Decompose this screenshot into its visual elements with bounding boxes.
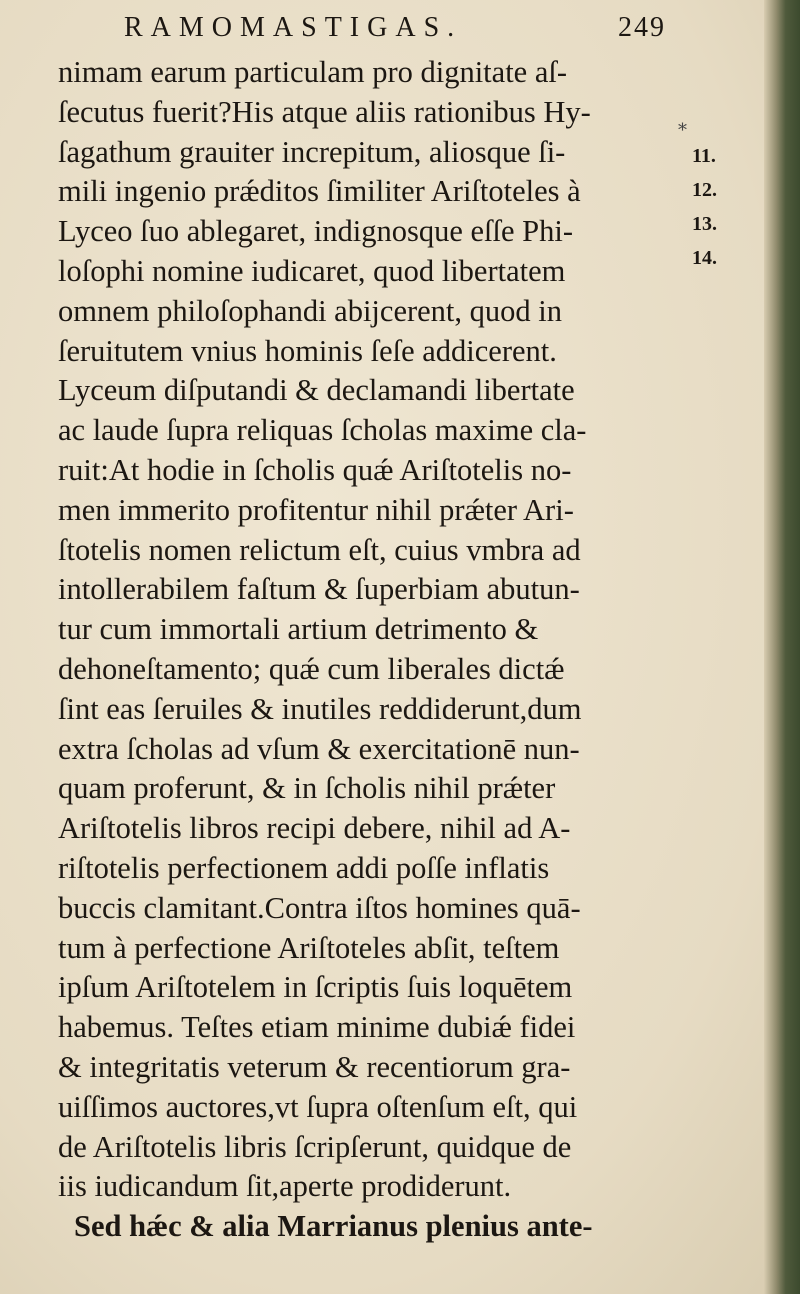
text-line: ſtotelis nomen relictum eſt, cuius vmbra ad <box>58 532 581 567</box>
text-line: nimam earum particulam pro dignitate aſ- <box>58 55 567 89</box>
text-line: ruit:At hodie in ſcholis quǽ Ariſtotelis no- <box>58 452 572 487</box>
text-line: de Ariſtotelis libris ſcripſerunt, quidque de <box>58 1129 572 1164</box>
text-line: ſagathum grauiter increpitum, aliosque ſi- <box>58 134 566 169</box>
text-line: intollerabilem faſtum & ſuperbiam abutun- <box>58 572 580 607</box>
text-line: Sed hǽc & alia Marrianus plenius ante- <box>74 1209 593 1244</box>
page-number: 249 <box>618 12 666 43</box>
page-edge <box>764 0 800 1294</box>
text-line: Ariſtotelis libros recipi debere, nihil ad A- <box>58 811 571 846</box>
margin-notes <box>692 145 752 281</box>
text-line: dehoneſtamento; quǽ cum liberales dictǽ <box>58 651 565 686</box>
margin-number: 11. <box>692 145 716 167</box>
text-line: extra ſcholas ad vſum & exercitationē nun- <box>58 731 580 766</box>
text-line: Lyceum diſputandi & declamandi libertate <box>58 373 575 408</box>
text-line: ſecutus fuerit?His atque aliis rationibus Hy- <box>58 94 591 129</box>
text-line: ſeruitutem vnius hominis ſeſe addicerent. <box>58 333 557 368</box>
text-line: men immerito profitentur nihil prǽter Ari- <box>58 492 574 527</box>
text-line: quam proferunt, & in ſcholis nihil prǽter <box>58 771 556 806</box>
text-line: habemus. Teſtes etiam minime dubiǽ fidei <box>58 1010 576 1045</box>
text-line: Lyceo ſuo ablegaret, indignosque eſſe Phi- <box>58 214 573 249</box>
text-line: tum à perfectione Ariſtoteles abſit, teſtem <box>58 930 560 965</box>
text-line: ipſum Ariſtotelem in ſcriptis ſuis loquētem <box>58 970 573 1005</box>
margin-number: 14. <box>692 247 717 269</box>
text-line: riſtotelis perfectionem addi poſſe inflatis <box>58 850 550 885</box>
text-line: uiſſimos auctores,vt ſupra oſtenſum eſt, qui <box>58 1089 578 1124</box>
margin-number: 12. <box>692 179 717 201</box>
text-line: buccis clamitant.Contra iſtos homines quā- <box>58 890 581 925</box>
text-line: iis iudicandum ſit,aperte prodiderunt. <box>58 1169 512 1204</box>
running-title: RAMOMASTIGAS. <box>124 12 463 43</box>
text-line: tur cum immortali artium detrimento & <box>58 612 539 647</box>
body-text <box>58 53 658 1247</box>
text-line: omnem philoſophandi abijcerent, quod in <box>58 293 562 328</box>
text-line: ſint eas ſeruiles & inutiles reddiderunt,dum <box>58 691 582 726</box>
text-line: loſophi nomine iudicaret, quod libertatem <box>58 253 566 288</box>
text-line: & integritatis veterum & recentiorum gra- <box>58 1049 571 1084</box>
margin-mark: * <box>678 120 687 141</box>
text-line: ac laude ſupra reliquas ſcholas maxime cla- <box>58 413 587 448</box>
running-head <box>124 12 684 52</box>
margin-number: 13. <box>692 213 717 235</box>
text-line: mili ingenio prǽditos ſimiliter Ariſtoteles à <box>58 174 581 209</box>
